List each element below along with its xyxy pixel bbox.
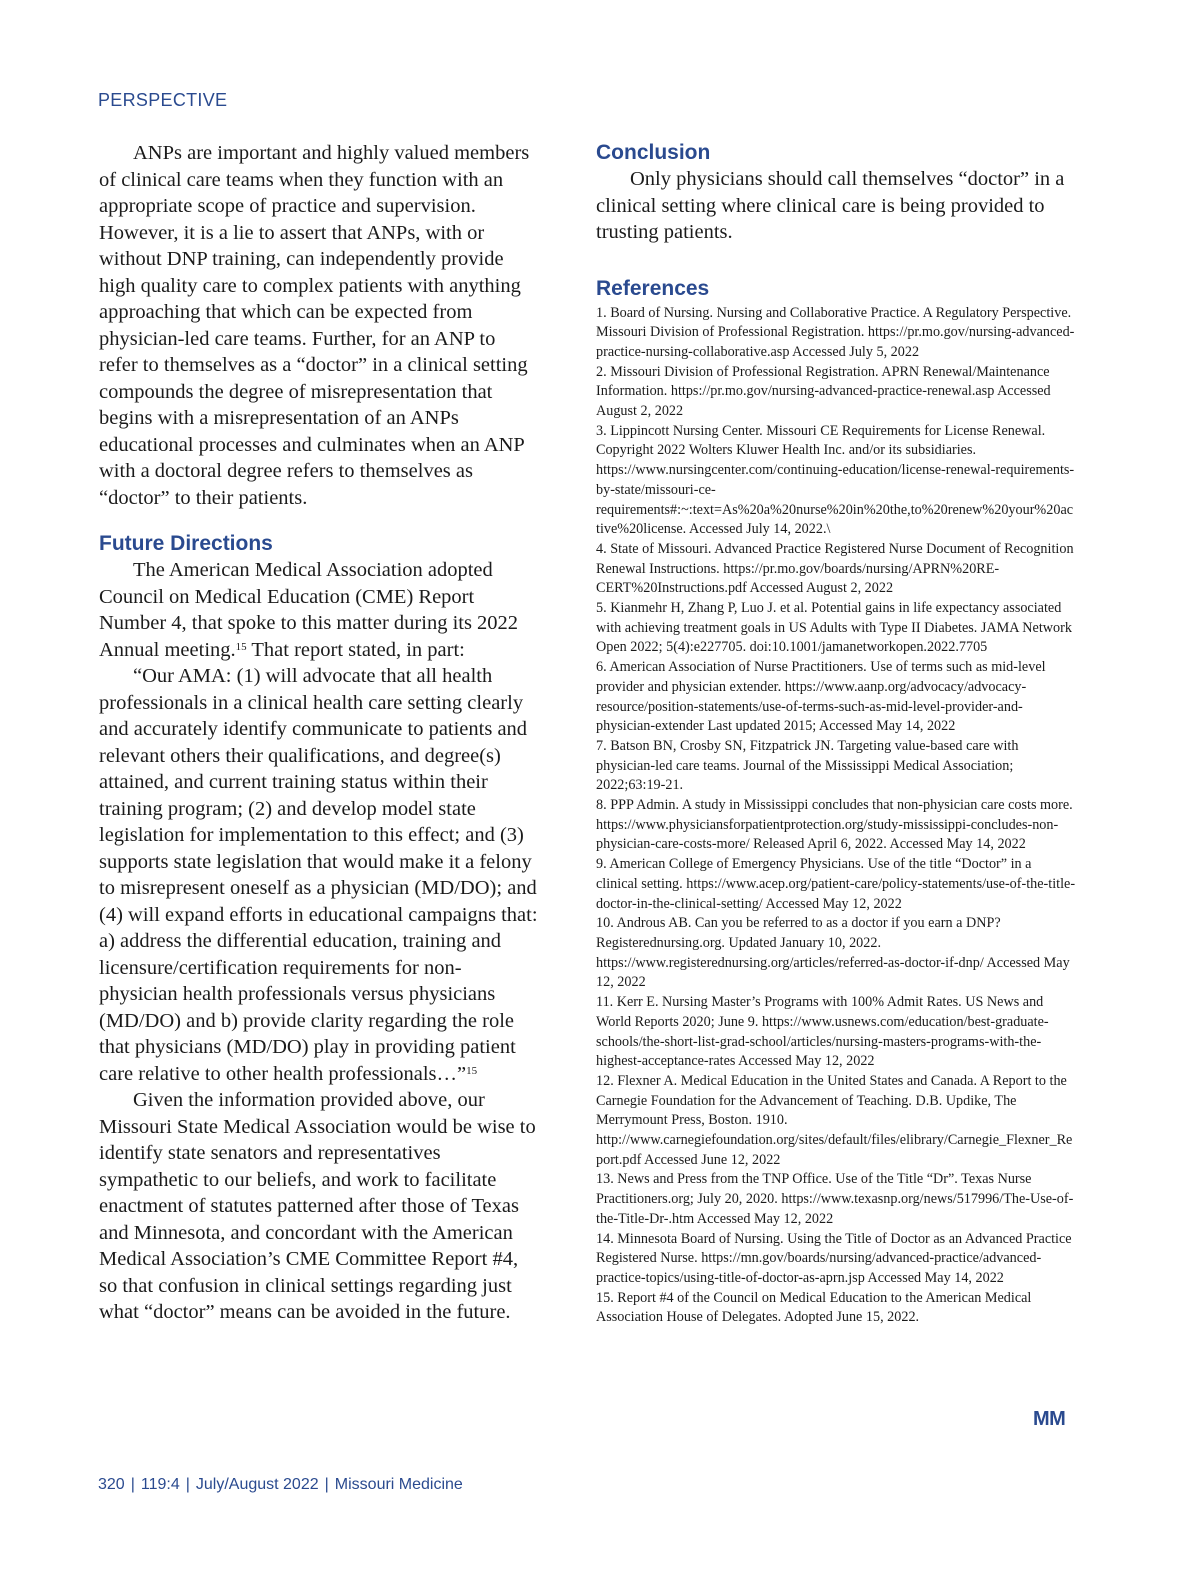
future-text-end: That report stated, in part: — [246, 638, 465, 661]
future-directions-heading: Future Directions — [99, 532, 273, 555]
reference-item: 14. Minnesota Board of Nursing. Using the Title of Doctor as an Advanced Practice Registered Nurse. https://mn.gov/boards/nursing/advanced-practice/advanced-practice-topics/using-title-of-doctor-as-aprn.jsp Accessed May 14, 2022 — [596, 1230, 1072, 1286]
references-heading: References — [596, 276, 710, 300]
reference-item: 8. PPP Admin. A study in Mississippi concludes that non-physician care costs more. https://www.physiciansforpatientprotection.org/study-mississippi-concludes-non-physician-care-costs-more/ Released April 6, 2022. Accessed May 14, 2022 — [596, 797, 1073, 853]
references-list — [596, 304, 1076, 1329]
right-column — [596, 140, 1076, 1328]
reference-item: 10. Androus AB. Can you be referred to as a doctor if you earn a DNP? Registerednursing.org. Updated January 10, 2022. https://www.registerednursing.org/articles/referred-as-doctor-if-dnp/ Accessed May 12, 2022 — [596, 915, 1070, 991]
journal-name: Missouri Medicine — [334, 1476, 463, 1493]
ama-quote: “Our AMA: (1) will advocate that all health professionals in a clinical health care setting clearly and accurately identify communicate to patients and relevant others their qualifications, and degree(s) attained, and current training status within their training program; (2) and develop model state legislation for implementation to this effect; and (3) supports state legislation that would make it a felony to misrepresent oneself as a physician (MD/DO); and (4) will expand efforts in educational campaigns that: a) address the differential education, training and licensure/certification requirements for non-physician health professionals versus physicians (MD/DO) and b) provide clarity regarding the role that physicians (MD/DO) play in providing patient care relative to other health professionals…” — [99, 665, 538, 1085]
citation-superscript: 15 — [235, 640, 247, 653]
reference-item: 5. Kianmehr H, Zhang P, Luo J. et al. Potential gains in life expectancy associated with achieving treatment goals in US Adults with Type II Diabetes. JAMA Network Open 2022; 5(4):e227705. doi:10.1001/jamanetworkopen.2022.7705 — [596, 600, 1072, 656]
future-text: The American Medical Association adopted Council on Medical Education (CME) Report Number 4, that spoke to this matter during its 2022 Annual meeting. — [99, 559, 519, 661]
issue-date: July/August 2022 — [195, 1476, 319, 1493]
page-number: 320 — [98, 1476, 125, 1493]
reference-item: 15. Report #4 of the Council on Medical Education to the American Medical Association House of Delegates. Adopted June 15, 2022. — [596, 1289, 1032, 1326]
footer-separator: | — [130, 1476, 135, 1493]
reference-item: 12. Flexner A. Medical Education in the United States and Canada. A Report to the Carnegie Foundation for the Advancement of Teaching. D.B. Updike, The Merrymount Press, Boston. 1910. http://www.carnegiefoundation.org/sites/default/files/elibrary/Carnegie_Flexner_Report.pdf Accessed June 12, 2022 — [596, 1072, 1073, 1168]
reference-item: 13. News and Press from the TNP Office. Use of the Title “Dr”. Texas Nurse Practitioners.org; July 20, 2020. https://www.texasnp.org/news/517996/The-Use-of-the-Title-Dr-.htm Accessed May 12, 2022 — [596, 1171, 1074, 1227]
reference-item: 2. Missouri Division of Professional Registration. APRN Renewal/Maintenance Information. https://pr.mo.gov/nursing-advanced-practice-renewal.asp Accessed August 2, 2022 — [596, 363, 1051, 420]
ama-quote-paragraph — [99, 663, 539, 1087]
issue-number: 119:4 — [140, 1476, 180, 1493]
reference-item: 7. Batson BN, Crosby SN, Fitzpatrick JN. Targeting value-based care with physician-led care teams. Journal of the Mississippi Medical Association; 2022;63:19-21. — [596, 737, 1019, 794]
future-directions-paragraph — [99, 557, 539, 663]
reference-item: 3. Lippincott Nursing Center. Missouri CE Requirements for License Renewal. Copyright 2022 Wolters Kluwer Health Inc. and/or its subsidiaries. https://www.nursingcenter.com/continuing-education/license-renewal-requirements-by-state/missouri-ce-requirements#:~:text=As%20a%20nurse%20in%20the,to%20renew%20your%20active%20license. Accessed July 14, 2022.\ — [596, 422, 1075, 538]
section-label: PERSPECTIVE — [98, 90, 228, 110]
reference-item: 1. Board of Nursing. Nursing and Collaborative Practice. A Regulatory Perspective. Missouri Division of Professional Registration. https://pr.mo.gov/nursing-advanced-practice-nursing-collaborative.asp Accessed July 5, 2022 — [596, 304, 1075, 360]
intro-paragraph: ANPs are important and highly valued members of clinical care teams when they function with an appropriate scope of practice and supervision. However, it is a lie to assert that ANPs, with or without DNP training, can independently provide high quality care to complex patients with anything approaching that which can be expected from physician-led care teams. Further, for an ANP to refer to themselves as a “doctor” in a clinical setting compounds the degree of misrepresentation that begins with a misrepresentation of an ANPs educational processes and culminates when an ANP with a doctoral degree refers to themselves as “doctor” to their patients. — [99, 142, 530, 509]
missouri-medicine-logo: MM — [1033, 1408, 1066, 1430]
reference-item: 4. State of Missouri. Advanced Practice Registered Nurse Document of Recognition Renewal Instructions. https://pr.mo.gov/boards/nursing/APRN%20RE-CERT%20Instructions.pdf Accessed August 2, 2022 — [596, 540, 1074, 597]
reference-item: 9. American College of Emergency Physicians. Use of the title “Doctor” in a clinical setting. https://www.acep.org/patient-care/policy-statements/use-of-the-title-doctor-in-the-clinical-setting/ Accessed May 12, 2022 — [596, 856, 1076, 912]
footer-separator: | — [185, 1476, 190, 1493]
final-paragraph: Given the information provided above, our Missouri State Medical Association would be wise to identify state senators and representatives sympathetic to our beliefs, and work to facilitate enactment of statutes patterned after those of Texas and Minnesota, and concordant with the American Medical Association’s CME Committee Report #4, so that confusion in clinical settings regarding just what “doctor” means can be avoided in the future. — [99, 1089, 536, 1323]
page-footer — [98, 1476, 463, 1494]
citation-superscript: 15 — [466, 1064, 478, 1077]
footer-separator: | — [324, 1476, 329, 1493]
conclusion-heading: Conclusion — [596, 141, 711, 164]
reference-item: 6. American Association of Nurse Practitioners. Use of terms such as mid-level provider and physician extender. https://www.aanp.org/advocacy/advocacy-resource/position-statements/use-of-terms-such-as-mid-level-provider-and-physician-extender Last updated 2015; Accessed May 14, 2022 — [596, 659, 1046, 735]
reference-item: 11. Kerr E. Nursing Master’s Programs with 100% Admit Rates. US News and World Reports 2020; June 9. https://www.usnews.com/education/best-graduate-schools/the-short-list-grad-school/articles/nursing-masters-programs-with-the-highest-acceptance-rates Accessed May 12, 2022 — [596, 994, 1049, 1070]
left-column — [99, 140, 539, 1326]
conclusion-paragraph: Only physicians should call themselves “doctor” in a clinical setting where clinical care is being provided to trusting patients. — [596, 168, 1065, 243]
